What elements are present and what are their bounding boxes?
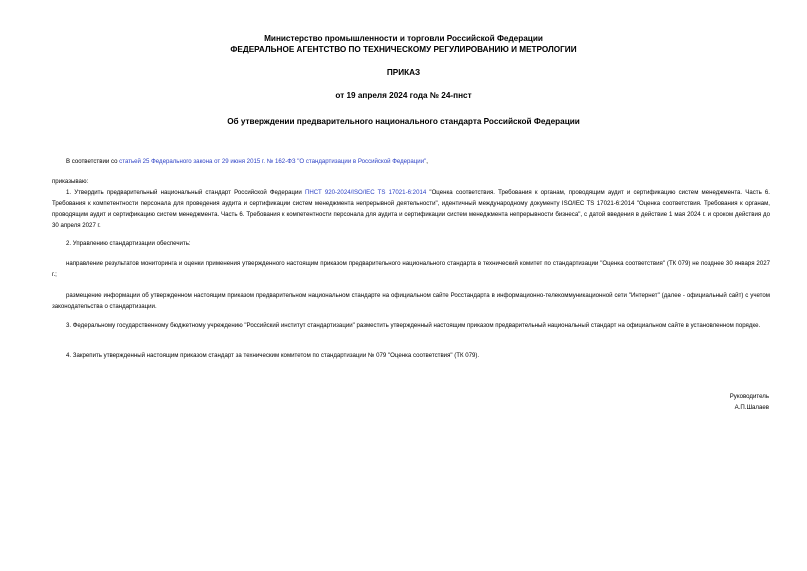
preamble-paragraph [52, 156, 770, 167]
item-1-prefix: 1. Утвердить предварительный национальный стандарт Российской Федерации [66, 189, 305, 196]
signature-title: Руководитель [729, 393, 769, 400]
preamble-prefix: В соответствии со [66, 158, 120, 165]
document-date-number: от 19 апреля 2024 года № 24-пнст [335, 91, 472, 100]
preamble-suffix: , [426, 158, 428, 165]
ministry-name: Министерство промышленности и торговли Российской Федерации [264, 34, 543, 43]
signature-name: А.П.Шалаев [734, 404, 769, 411]
standard-link[interactable]: ПНСТ 920-2024/ISO/IEC TS 17021-6:2014 [304, 189, 427, 196]
item-4-paragraph: 4. Закрепить утвержденный настоящим приказом стандарт за техническим комитетом по стандартизации № 079 "Оценка соответствия" (ТК 079). [66, 352, 480, 359]
item-2b-paragraph: размещение информации об утвержденном настоящим приказом предварительном национальном стандарте на официальном сайте Росстандарта в информационно-телекоммуникационной сети "Интернет" (далее - официальный сайт) с учетом законодательства о стандартизации. [52, 292, 770, 310]
item-1-suffix: "Оценка соответствия. Требования к органам, проводящим аудит и сертификацию систем менеджмента. Часть 6. Требования к компетентности персонала для проведения аудита и сертификации систем менеджмента непрерывной деятельности", идентичный международному документу ISO/IEC TS 17021-6:2014 "Оценка соответствия. Требования к органам, проводящим аудит и сертификацию систем менеджмента. Часть 6. Требования к компетентности персонала для аудита и сертификации систем менеджмента непрерывности бизнеса", с датой введения в действие 1 мая 2024 г. и сроком действия до 30 апреля 2027 г. [52, 189, 770, 229]
order-word: приказываю: [52, 178, 89, 185]
federal-law-link[interactable]: статьей 25 Федерального закона от 29 июня 2015 г. № 162-ФЗ "О стандартизации в Российской Федерации" [119, 158, 427, 165]
item-2a-paragraph: направление результатов мониторинга и оценки применения утвержденного настоящим приказом предварительного национального стандарта в технический комитет по стандартизации "Оценка соответствия" (ТК 079) не позднее 30 января 2027 г.; [52, 260, 770, 278]
document-type: ПРИКАЗ [386, 68, 421, 77]
item-2-paragraph: 2. Управлению стандартизации обеспечить: [66, 240, 191, 247]
item-3-paragraph: 3. Федеральному государственному бюджетному учреждению "Российский институт стандартизации" разместить утвержденный настоящим приказом предварительный национальный стандарт на официальном сайте в установленном порядке. [66, 322, 761, 329]
agency-name: ФЕДЕРАЛЬНОЕ АГЕНТСТВО ПО ТЕХНИЧЕСКОМУ РЕГУЛИРОВАНИЮ И МЕТРОЛОГИИ [230, 45, 577, 54]
item-1-paragraph [52, 187, 770, 231]
document-subject: Об утверждении предварительного национального стандарта Российской Федерации [227, 117, 580, 126]
